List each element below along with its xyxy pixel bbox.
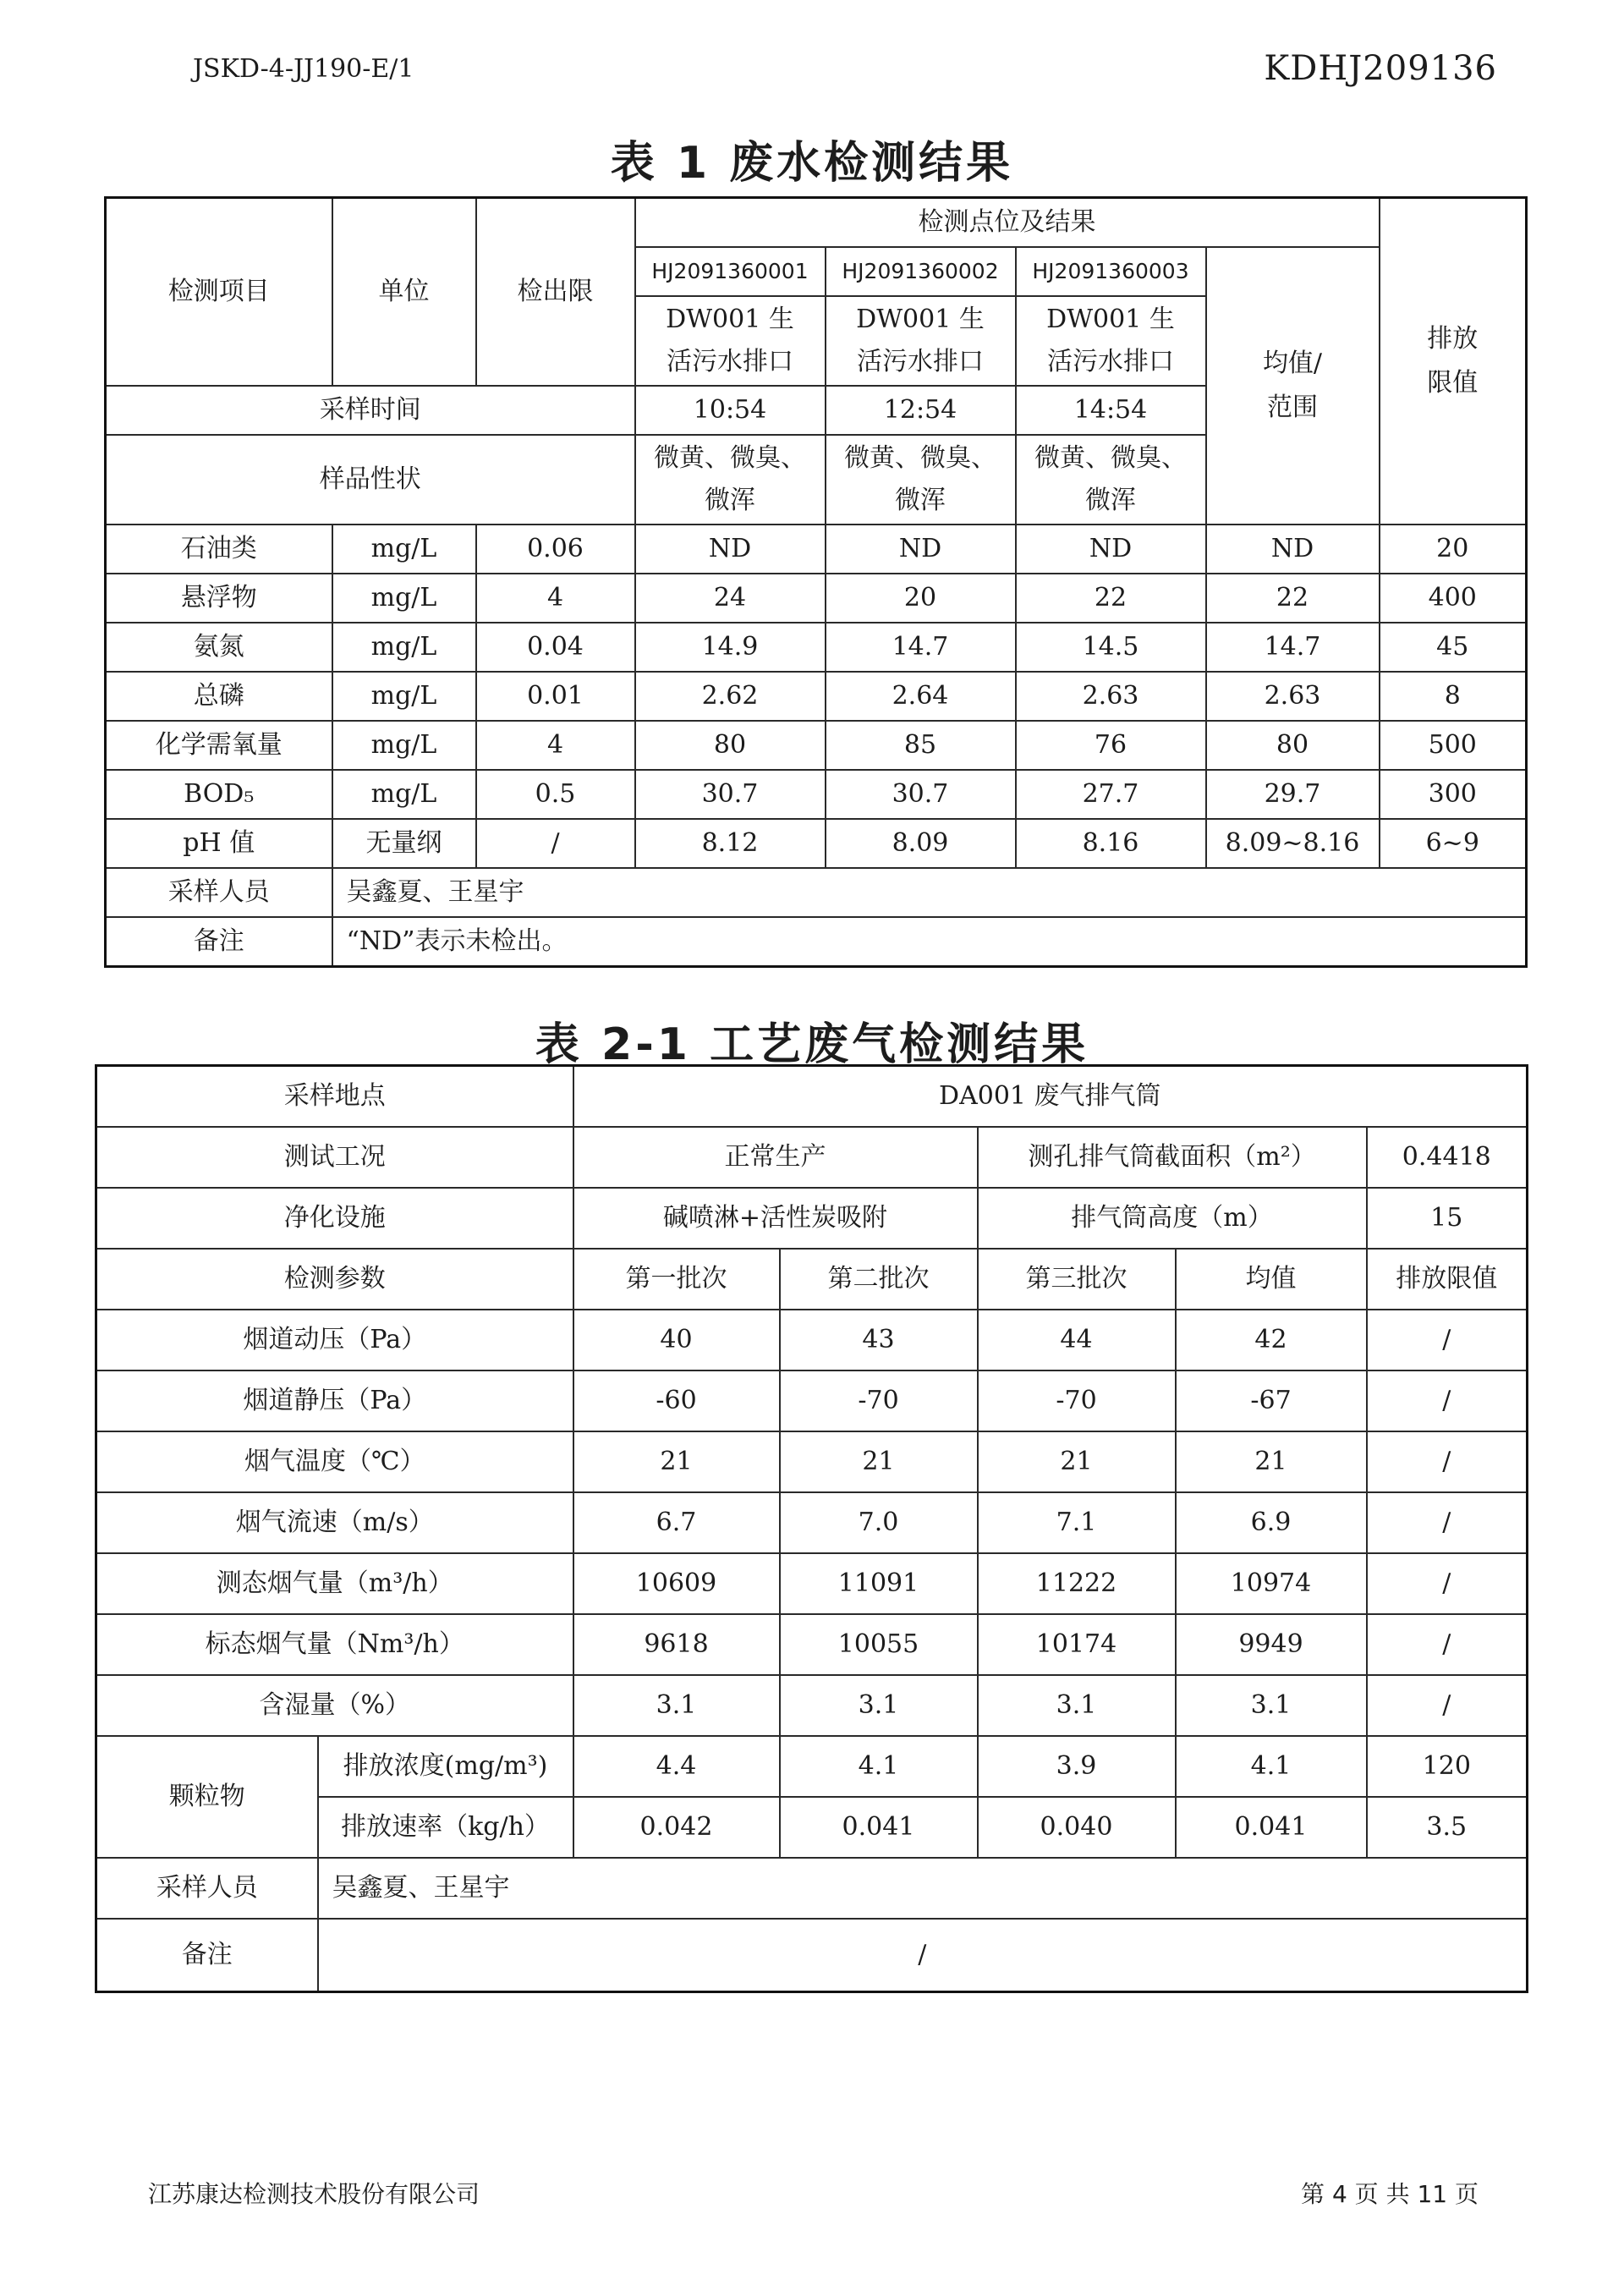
sample-id: HJ2091360001: [635, 247, 826, 296]
header-average-range: [1206, 247, 1380, 525]
value: 10174: [978, 1614, 1176, 1675]
table-row: [106, 623, 1527, 672]
value: 14.9: [635, 623, 826, 672]
location-label: 采样地点: [96, 1066, 573, 1128]
item-name: 化学需氧量: [106, 721, 332, 770]
sample-id: HJ2091360003: [1016, 247, 1206, 296]
value: 14.7: [826, 623, 1016, 672]
table-row: [96, 1675, 1528, 1736]
height-value: 15: [1367, 1188, 1528, 1249]
value: 4.1: [780, 1736, 978, 1797]
value: 2.62: [635, 672, 826, 721]
table-row: [106, 721, 1527, 770]
facility-label: 净化设施: [96, 1188, 573, 1249]
wastewater-table: [104, 196, 1528, 968]
item-name: 石油类: [106, 525, 332, 574]
discharge-limit: 120: [1367, 1736, 1528, 1797]
sample-nature-text: 微黄、微臭、微浑: [844, 443, 996, 515]
detection-limit: 0.5: [476, 770, 635, 819]
page-number: 第 4 页 共 11 页: [1301, 2180, 1479, 2208]
value: 44: [978, 1310, 1176, 1370]
discharge-limit: /: [1367, 1675, 1528, 1736]
table-row: [106, 525, 1527, 574]
param-name: 排放速率（kg/h）: [318, 1797, 573, 1858]
average: 42: [1176, 1310, 1367, 1370]
sample-point-text: DW001 生活污水排口: [856, 305, 985, 376]
sampler-names: 吴鑫夏、王星宇: [332, 868, 1527, 917]
header-batch1: 第一批次: [573, 1249, 780, 1310]
item-name: BOD₅: [106, 770, 332, 819]
sample-nature: [635, 435, 826, 525]
value: 30.7: [826, 770, 1016, 819]
average: 14.7: [1206, 623, 1380, 672]
header-detection-limit: 检出限: [476, 198, 635, 387]
table-row: [106, 770, 1527, 819]
discharge-limit: 300: [1380, 770, 1527, 819]
discharge-limit: 3.5: [1367, 1797, 1528, 1858]
discharge-limit: /: [1367, 1431, 1528, 1492]
param-name: 烟道静压（Pa）: [96, 1370, 573, 1431]
value: 3.9: [978, 1736, 1176, 1797]
sample-point-text: DW001 生活污水排口: [666, 305, 794, 376]
sampling-time: 14:54: [1016, 386, 1206, 435]
param-name: 烟气温度（℃）: [96, 1431, 573, 1492]
note-text: “ND”表示未检出。: [332, 917, 1527, 967]
value: 0.040: [978, 1797, 1176, 1858]
discharge-limit: 20: [1380, 525, 1527, 574]
height-label: 排气筒高度（m）: [978, 1188, 1367, 1249]
value: 14.5: [1016, 623, 1206, 672]
unit: mg/L: [332, 525, 476, 574]
average: 8.09~8.16: [1206, 819, 1380, 868]
sampling-time: 12:54: [826, 386, 1016, 435]
average: 0.041: [1176, 1797, 1367, 1858]
average: 2.63: [1206, 672, 1380, 721]
table-row: [96, 1370, 1528, 1431]
unit: 无量纲: [332, 819, 476, 868]
sample-nature-text: 微黄、微臭、微浑: [654, 443, 806, 515]
value: 21: [780, 1431, 978, 1492]
value: 4.4: [573, 1736, 780, 1797]
param-name: 烟气流速（m/s）: [96, 1492, 573, 1553]
header-item: 检测项目: [106, 198, 332, 387]
average: 6.9: [1176, 1492, 1367, 1553]
value: 10609: [573, 1553, 780, 1614]
average: 4.1: [1176, 1736, 1367, 1797]
sampler-names: 吴鑫夏、王星宇: [318, 1858, 1528, 1919]
condition-label: 测试工况: [96, 1127, 573, 1188]
value: 10055: [780, 1614, 978, 1675]
value: 2.64: [826, 672, 1016, 721]
unit: mg/L: [332, 574, 476, 623]
value: 8.12: [635, 819, 826, 868]
sample-nature-text: 微黄、微臭、微浑: [1034, 443, 1187, 515]
value: 8.16: [1016, 819, 1206, 868]
value: 8.09: [826, 819, 1016, 868]
note-label: 备注: [96, 1919, 318, 1992]
value: 24: [635, 574, 826, 623]
company-name: 江苏康达检测技术股份有限公司: [148, 2180, 480, 2208]
average: -67: [1176, 1370, 1367, 1431]
value: 40: [573, 1310, 780, 1370]
area-value: 0.4418: [1367, 1127, 1528, 1188]
table-row: [106, 819, 1527, 868]
value: 76: [1016, 721, 1206, 770]
sample-point: [635, 296, 826, 386]
discharge-limit: 400: [1380, 574, 1527, 623]
discharge-limit: /: [1367, 1553, 1528, 1614]
param-name: 含湿量（%）: [96, 1675, 573, 1736]
value: ND: [635, 525, 826, 574]
header-batch3: 第三批次: [978, 1249, 1176, 1310]
location-value: DA001 废气排气筒: [573, 1066, 1528, 1128]
value: 22: [1016, 574, 1206, 623]
table-row: [96, 1553, 1528, 1614]
value: 0.042: [573, 1797, 780, 1858]
discharge-limit: 6~9: [1380, 819, 1527, 868]
value: 9618: [573, 1614, 780, 1675]
value: 3.1: [573, 1675, 780, 1736]
value: 0.041: [780, 1797, 978, 1858]
average: ND: [1206, 525, 1380, 574]
average: 10974: [1176, 1553, 1367, 1614]
average: 80: [1206, 721, 1380, 770]
unit: mg/L: [332, 770, 476, 819]
unit: mg/L: [332, 672, 476, 721]
sample-point: [1016, 296, 1206, 386]
detection-limit: 0.06: [476, 525, 635, 574]
sampler-label: 采样人员: [106, 868, 332, 917]
sample-id: HJ2091360002: [826, 247, 1016, 296]
discharge-limit: 8: [1380, 672, 1527, 721]
average: 21: [1176, 1431, 1367, 1492]
condition-value: 正常生产: [573, 1127, 978, 1188]
value: -70: [978, 1370, 1176, 1431]
discharge-limit: 45: [1380, 623, 1527, 672]
sampling-time-label: 采样时间: [106, 386, 635, 435]
table-row: [96, 1431, 1528, 1492]
sample-nature: [1016, 435, 1206, 525]
value: 3.1: [780, 1675, 978, 1736]
discharge-limit: /: [1367, 1614, 1528, 1675]
table-row: [96, 1614, 1528, 1675]
table1-title: 表 1 废水检测结果: [610, 138, 1014, 189]
detection-limit: 4: [476, 721, 635, 770]
table-row: [106, 672, 1527, 721]
table-row: [96, 1310, 1528, 1370]
average: 22: [1206, 574, 1380, 623]
value: 85: [826, 721, 1016, 770]
header-discharge-limit: [1380, 198, 1527, 525]
value: 30.7: [635, 770, 826, 819]
value: ND: [826, 525, 1016, 574]
param-name: 排放浓度(mg/m³): [318, 1736, 573, 1797]
sample-nature-label: 样品性状: [106, 435, 635, 525]
table-row: [106, 574, 1527, 623]
value: 80: [635, 721, 826, 770]
sample-point-text: DW001 生活污水排口: [1046, 305, 1175, 376]
value: 20: [826, 574, 1016, 623]
header-points-results: 检测点位及结果: [635, 198, 1380, 248]
value: 11222: [978, 1553, 1176, 1614]
value: 3.1: [978, 1675, 1176, 1736]
facility-value: 碱喷淋+活性炭吸附: [573, 1188, 978, 1249]
header-param: 检测参数: [96, 1249, 573, 1310]
header-unit: 单位: [332, 198, 476, 387]
discharge-limit: /: [1367, 1492, 1528, 1553]
note-label: 备注: [106, 917, 332, 967]
value: 21: [978, 1431, 1176, 1492]
param-name: 标态烟气量（Nm³/h）: [96, 1614, 573, 1675]
value: 21: [573, 1431, 780, 1492]
value: 43: [780, 1310, 978, 1370]
note-text: /: [318, 1919, 1528, 1992]
table-row: [96, 1492, 1528, 1553]
item-name: 悬浮物: [106, 574, 332, 623]
header-average-range-text: 均值/范围: [1262, 349, 1323, 422]
detection-limit: /: [476, 819, 635, 868]
area-label: 测孔排气筒截面积（m²）: [978, 1127, 1367, 1188]
detection-limit: 0.01: [476, 672, 635, 721]
sampling-time: 10:54: [635, 386, 826, 435]
value: -70: [780, 1370, 978, 1431]
discharge-limit: /: [1367, 1370, 1528, 1431]
average: 29.7: [1206, 770, 1380, 819]
value: ND: [1016, 525, 1206, 574]
average: 9949: [1176, 1614, 1367, 1675]
param-name: 烟道动压（Pa）: [96, 1310, 573, 1370]
sample-nature: [826, 435, 1016, 525]
particle-label: 颗粒物: [96, 1736, 318, 1858]
header-discharge-limit-text: 排放限值: [1427, 324, 1479, 398]
unit: mg/L: [332, 721, 476, 770]
value: 6.7: [573, 1492, 780, 1553]
value: 2.63: [1016, 672, 1206, 721]
value: 7.1: [978, 1492, 1176, 1553]
exhaust-gas-table: [95, 1064, 1528, 1993]
discharge-limit: 500: [1380, 721, 1527, 770]
detection-limit: 0.04: [476, 623, 635, 672]
header-average: 均值: [1176, 1249, 1367, 1310]
item-name: pH 值: [106, 819, 332, 868]
value: 7.0: [780, 1492, 978, 1553]
unit: mg/L: [332, 623, 476, 672]
value: 27.7: [1016, 770, 1206, 819]
report-number: KDHJ209136: [1264, 49, 1497, 88]
doc-code: JSKD-4-JJ190-E/1: [193, 54, 414, 84]
value: 11091: [780, 1553, 978, 1614]
sampler-label: 采样人员: [96, 1858, 318, 1919]
header-batch2: 第二批次: [780, 1249, 978, 1310]
item-name: 总磷: [106, 672, 332, 721]
sample-point: [826, 296, 1016, 386]
detection-limit: 4: [476, 574, 635, 623]
value: -60: [573, 1370, 780, 1431]
table-row: [96, 1736, 1528, 1797]
header-discharge-limit: 排放限值: [1367, 1249, 1528, 1310]
average: 3.1: [1176, 1675, 1367, 1736]
param-name: 测态烟气量（m³/h）: [96, 1553, 573, 1614]
item-name: 氨氮: [106, 623, 332, 672]
table2-title: 表 2-1 工艺废气检测结果: [535, 1019, 1089, 1070]
discharge-limit: /: [1367, 1310, 1528, 1370]
